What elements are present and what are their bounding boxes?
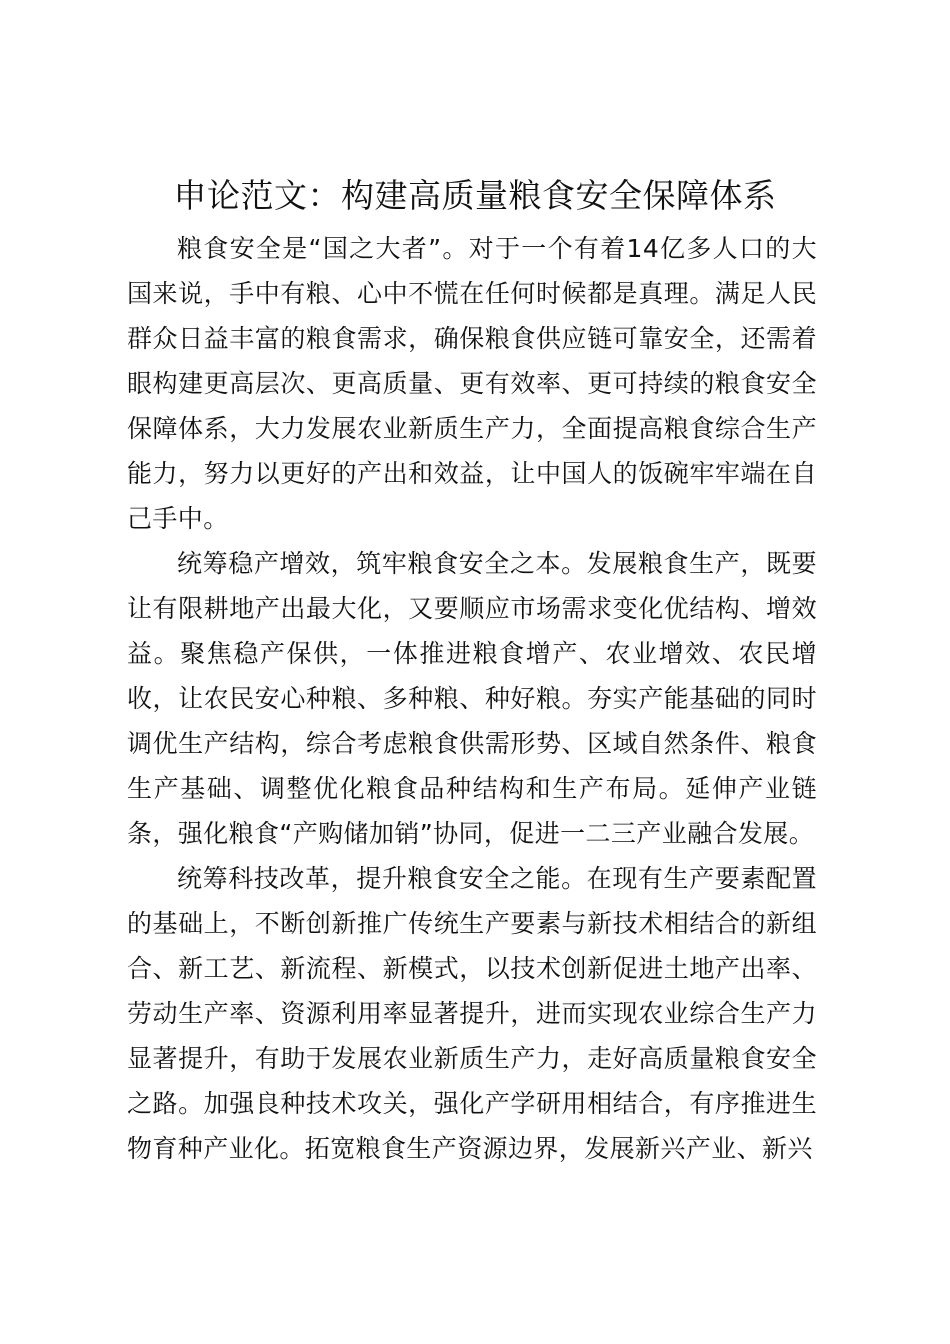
paragraph-stable-production: 统筹稳产增效，筑牢粮食安全之本。发展粮食生产，既要让有限耕地产出最大化，又要顺应市场需求变化优结构、增效益。聚焦稳产保供，一体推进粮食增产、农业增效、农民增收，让农民安心种粮、多种粮、种好粮。夯实产能基础的同时调优生产结构，综合考虑粮食供需形势、区域自然条件、粮食生产基础、调整优化粮食品种结构和生产布局。延伸产业链条，强化粮食“产购储加销”协同，促进一二三产业融合发展。 [127,549,817,848]
document-body [127,226,817,1171]
document-title: 申论范文：构建高质量粮食安全保障体系 [173,176,777,215]
paragraph-technology-reform: 统筹科技改革，提升粮食安全之能。在现有生产要素配置的基础上，不断创新推广传统生产要素与新技术相结合的新组合、新工艺、新流程、新模式，以技术创新促进土地产出率、劳动生产率、资源利用率显著提升，进而实现农业综合生产力显著提升，有助于发展农业新质生产力，走好高质量粮食安全之路。加强良种技术攻关，强化产学研用相结合，有序推进生物育种产业化。拓宽粮食生产资源边界，发展新兴产业、新兴 [127,864,817,1163]
paragraph-food-security-intro: 粮食安全是“国之大者”。对于一个有着14亿多人口的大国来说，手中有粮、心中不慌在任何时候都是真理。满足人民群众日益丰富的粮食需求，确保粮食供应链可靠安全，还需着眼构建更高层次、更高质量、更有效率、更可持续的粮食安全保障体系，大力发展农业新质生产力，全面提高粮食综合生产能力，努力以更好的产出和效益，让中国人的饭碗牢牢端在自己手中。 [127,234,817,533]
